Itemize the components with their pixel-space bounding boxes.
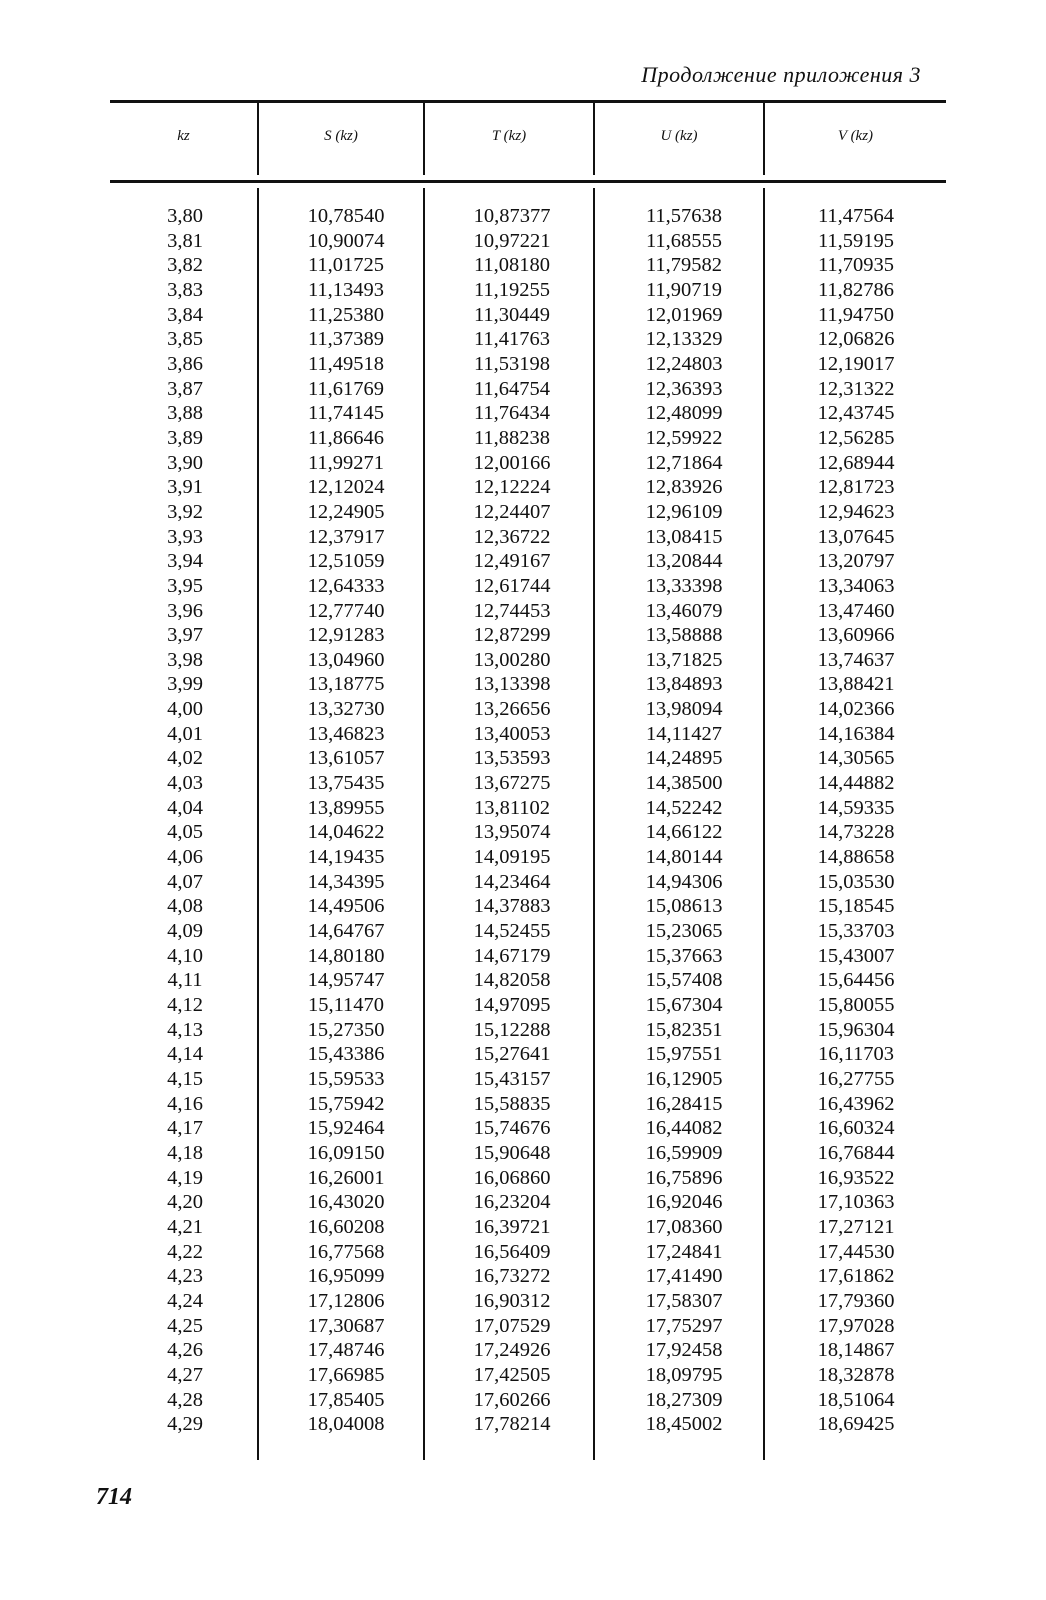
table-cell: 13,98094 [645, 698, 723, 721]
table-cell: 10,78540 [307, 205, 385, 227]
table-cell: 15,80055 [817, 994, 895, 1016]
table-cell: 4,25 [167, 1314, 203, 1337]
table-cell: 17,12806 [307, 1289, 385, 1312]
table-cell: 4,27 [167, 1363, 203, 1386]
table-cell: 4,20 [167, 1191, 203, 1214]
table-cell: 11,82786 [817, 278, 895, 301]
table-cell: 11,79582 [645, 254, 723, 277]
table-cell: 13,60966 [817, 624, 895, 647]
table-cell: 13,61057 [307, 747, 385, 770]
table-cell: 13,89955 [307, 796, 385, 819]
table-cell: 14,16384 [817, 722, 895, 745]
table-cell: 16,76844 [817, 1141, 895, 1164]
table-cell: 14,30565 [817, 747, 895, 770]
table-cell: 12,71864 [645, 451, 723, 474]
table-cell: 14,59335 [817, 796, 895, 819]
table-cell: 11,53198 [473, 352, 551, 375]
table-cell: 18,09795 [645, 1363, 723, 1386]
table-cell: 4,07 [167, 870, 203, 893]
table-cell: 18,32878 [817, 1363, 895, 1386]
table-cell: 3,95 [167, 574, 203, 597]
table-cell: 15,92464 [307, 1117, 385, 1140]
table-cell: 16,56409 [473, 1240, 551, 1263]
table-cell: 14,37883 [473, 895, 551, 918]
table-cell: 14,11427 [645, 722, 723, 745]
table-cell: 16,95099 [307, 1265, 385, 1288]
table-cell: 15,37663 [645, 944, 723, 967]
table-cell: 4,08 [167, 895, 203, 918]
table-cell: 18,51064 [817, 1388, 895, 1411]
table-cell: 17,85405 [307, 1388, 385, 1411]
table-cell: 12,61744 [473, 574, 551, 597]
table-cell: 14,02366 [817, 698, 895, 721]
table-cell: 11,57638 [645, 205, 723, 227]
table-cell: 16,23204 [473, 1191, 551, 1214]
table-cell: 14,66122 [645, 821, 723, 844]
table-cell: 12,56285 [817, 426, 895, 449]
table-cell: 16,11703 [817, 1043, 895, 1066]
table-cell: 4,14 [167, 1043, 203, 1066]
table-cell: 17,60266 [473, 1388, 551, 1411]
table-cell: 12,31322 [817, 377, 895, 400]
table-cell: 14,64767 [307, 920, 385, 943]
table-cell: 3,82 [167, 254, 203, 277]
table-cell: 4,16 [167, 1092, 203, 1115]
table-cell: 13,81102 [473, 796, 551, 819]
table-cell: 15,74676 [473, 1117, 551, 1140]
table-cell: 11,08180 [473, 254, 551, 277]
table-cell: 11,86646 [307, 426, 385, 449]
table-cell: 16,59909 [645, 1141, 723, 1164]
table-cell: 12,51059 [307, 550, 385, 573]
table-cell: 3,83 [167, 278, 203, 301]
header-s: S (kz) [324, 128, 358, 144]
table-cell: 4,10 [167, 944, 203, 967]
table-cell: 14,09195 [473, 846, 551, 869]
table-cell: 4,06 [167, 846, 203, 869]
table-cell: 12,01969 [645, 303, 723, 326]
table-cell: 15,82351 [645, 1018, 723, 1041]
table-cell: 12,37917 [307, 525, 385, 548]
table-cell: 17,61862 [817, 1265, 895, 1288]
table-cell: 13,26656 [473, 698, 551, 721]
table-cell: 15,23065 [645, 920, 723, 943]
table-header-rule [110, 180, 946, 183]
table-cell: 3,80 [167, 205, 203, 227]
table-cell: 13,53593 [473, 747, 551, 770]
table-cell: 15,57408 [645, 969, 723, 992]
table-cell: 15,33703 [817, 920, 895, 943]
table-cell: 11,61769 [307, 377, 385, 400]
table-cell: 16,28415 [645, 1092, 723, 1115]
table-cell: 13,20844 [645, 550, 723, 573]
table-cell: 12,19017 [817, 352, 895, 375]
table-cell: 10,97221 [473, 229, 551, 252]
table-cell: 13,47460 [817, 599, 895, 622]
table-cell: 16,26001 [307, 1166, 385, 1189]
table-cell: 15,43386 [307, 1043, 385, 1066]
table-cell: 13,13398 [473, 673, 551, 696]
table-cell: 11,68555 [645, 229, 723, 252]
table-cell: 14,24895 [645, 747, 723, 770]
table-cell: 13,32730 [307, 698, 385, 721]
data-table [110, 100, 946, 1500]
table-cell: 14,80144 [645, 846, 723, 869]
table-cell: 11,59195 [817, 229, 895, 252]
table-cell: 4,21 [167, 1215, 203, 1238]
table-cell: 16,44082 [645, 1117, 723, 1140]
table-cell: 16,43962 [817, 1092, 895, 1115]
table-cell: 15,59533 [307, 1067, 385, 1090]
table-cell: 17,44530 [817, 1240, 895, 1263]
page-caption: Продолжение приложения 3 [641, 62, 921, 87]
table-cell: 15,11470 [307, 994, 385, 1016]
table-cell: 14,52455 [473, 920, 551, 943]
table-cell: 4,02 [167, 747, 203, 770]
table-cell: 17,79360 [817, 1289, 895, 1312]
table-cell: 13,18775 [307, 673, 385, 696]
table-cell: 18,04008 [307, 1413, 385, 1436]
table-cell: 16,12905 [645, 1067, 723, 1090]
table-cell: 12,48099 [645, 402, 723, 425]
table-cell: 3,84 [167, 303, 203, 326]
table-cell: 4,09 [167, 920, 203, 943]
table-cell: 4,04 [167, 796, 203, 819]
table-cell: 4,03 [167, 772, 203, 795]
table-cell: 4,00 [167, 698, 203, 721]
table-cell: 4,05 [167, 821, 203, 844]
table-cell: 3,94 [167, 550, 203, 573]
table-cell: 4,13 [167, 1018, 203, 1041]
header-kz: kz [177, 128, 190, 144]
column-t [452, 204, 572, 1437]
table-cell: 4,24 [167, 1289, 203, 1312]
table-cell: 12,13329 [645, 328, 723, 351]
table-cell: 14,67179 [473, 944, 551, 967]
table-cell: 12,36722 [473, 525, 551, 548]
column-divider [423, 188, 425, 1460]
table-cell: 15,43007 [817, 944, 895, 967]
table-cell: 3,92 [167, 500, 203, 523]
table-cell: 17,78214 [473, 1413, 551, 1436]
table-cell: 16,93522 [817, 1166, 895, 1189]
table-cell: 12,24407 [473, 500, 551, 523]
table-cell: 13,95074 [473, 821, 551, 844]
column-s [286, 204, 406, 1437]
table-cell: 18,69425 [817, 1413, 895, 1436]
table-cell: 14,95747 [307, 969, 385, 992]
table-cell: 17,97028 [817, 1314, 895, 1337]
table-cell: 14,44882 [817, 772, 895, 795]
table-cell: 4,12 [167, 994, 203, 1016]
table-cell: 15,03530 [817, 870, 895, 893]
column-divider [763, 188, 765, 1460]
header-t: T (kz) [491, 128, 527, 144]
table-cell: 16,27755 [817, 1067, 895, 1090]
table-cell: 14,88658 [817, 846, 895, 869]
table-cell: 13,07645 [817, 525, 895, 548]
table-cell: 12,49167 [473, 550, 551, 573]
table-cell: 13,33398 [645, 574, 723, 597]
table-cell: 12,64333 [307, 574, 385, 597]
table-cell: 15,64456 [817, 969, 895, 992]
table-cell: 18,14867 [817, 1339, 895, 1362]
table-cell: 11,25380 [307, 303, 385, 326]
column-kz [140, 204, 230, 1437]
table-cell: 13,58888 [645, 624, 723, 647]
table-cell: 3,97 [167, 624, 203, 647]
table-cell: 11,37389 [307, 328, 385, 351]
table-cell: 12,43745 [817, 402, 895, 425]
table-cell: 11,74145 [307, 402, 385, 425]
table-cell: 4,19 [167, 1166, 203, 1189]
table-cell: 12,59922 [645, 426, 723, 449]
table-cell: 16,60208 [307, 1215, 385, 1238]
table-cell: 13,00280 [473, 648, 551, 671]
table-cell: 11,99271 [307, 451, 385, 474]
table-cell: 17,48746 [307, 1339, 385, 1362]
table-cell: 14,19435 [307, 846, 385, 869]
table-cell: 11,13493 [307, 278, 385, 301]
header-u: U (kz) [660, 128, 698, 144]
table-cell: 15,43157 [473, 1067, 551, 1090]
header-v: V (kz) [837, 128, 874, 144]
table-cell: 17,66985 [307, 1363, 385, 1386]
table-cell: 12,94623 [817, 500, 895, 523]
table-cell: 10,87377 [473, 205, 551, 227]
table-cell: 16,77568 [307, 1240, 385, 1263]
table-cell: 3,87 [167, 377, 203, 400]
page-number: 714 [96, 1484, 132, 1510]
table-cell: 3,89 [167, 426, 203, 449]
table-cell: 3,91 [167, 476, 203, 499]
table-cell: 3,85 [167, 328, 203, 351]
table-cell: 16,39721 [473, 1215, 551, 1238]
table-cell: 12,81723 [817, 476, 895, 499]
table-cell: 4,01 [167, 722, 203, 745]
table-cell: 16,09150 [307, 1141, 385, 1164]
table-cell: 14,80180 [307, 944, 385, 967]
table-cell: 14,52242 [645, 796, 723, 819]
table-cell: 3,93 [167, 525, 203, 548]
table-top-rule [110, 100, 946, 103]
table-cell: 17,75297 [645, 1314, 723, 1337]
table-cell: 13,74637 [817, 648, 895, 671]
table-cell: 3,81 [167, 229, 203, 252]
table-cell: 12,12224 [473, 476, 551, 499]
table-cell: 15,97551 [645, 1043, 723, 1066]
table-cell: 15,12288 [473, 1018, 551, 1041]
table-cell: 17,58307 [645, 1289, 723, 1312]
table-cell: 4,15 [167, 1067, 203, 1090]
table-cell: 15,96304 [817, 1018, 895, 1041]
table-cell: 15,08613 [645, 895, 723, 918]
table-cell: 12,68944 [817, 451, 895, 474]
table-cell: 18,27309 [645, 1388, 723, 1411]
table-cell: 13,75435 [307, 772, 385, 795]
table-cell: 11,30449 [473, 303, 551, 326]
table-cell: 14,49506 [307, 895, 385, 918]
table-cell: 11,90719 [645, 278, 723, 301]
table-cell: 12,24803 [645, 352, 723, 375]
table-cell: 11,49518 [307, 352, 385, 375]
table-cell: 15,90648 [473, 1141, 551, 1164]
table-cell: 14,97095 [473, 994, 551, 1016]
table-cell: 16,92046 [645, 1191, 723, 1214]
table-cell: 15,18545 [817, 895, 895, 918]
table-cell: 14,34395 [307, 870, 385, 893]
table-cell: 4,17 [167, 1117, 203, 1140]
table-cell: 13,04960 [307, 648, 385, 671]
column-u [624, 204, 744, 1437]
table-cell: 11,94750 [817, 303, 895, 326]
table-cell: 18,45002 [645, 1413, 723, 1436]
table-cell: 12,12024 [307, 476, 385, 499]
table-cell: 3,98 [167, 648, 203, 671]
table-cell: 16,73272 [473, 1265, 551, 1288]
table-cell: 14,38500 [645, 772, 723, 795]
table-cell: 14,82058 [473, 969, 551, 992]
table-cell: 13,46079 [645, 599, 723, 622]
table-cell: 4,22 [167, 1240, 203, 1263]
table-cell: 14,94306 [645, 870, 723, 893]
table-cell: 12,91283 [307, 624, 385, 647]
table-cell: 16,60324 [817, 1117, 895, 1140]
table-cell: 17,92458 [645, 1339, 723, 1362]
table-cell: 13,34063 [817, 574, 895, 597]
table-cell: 15,58835 [473, 1092, 551, 1115]
table-cell: 14,73228 [817, 821, 895, 844]
table-cell: 13,46823 [307, 722, 385, 745]
table-cell: 11,01725 [307, 254, 385, 277]
table-cell: 11,88238 [473, 426, 551, 449]
table-cell: 13,67275 [473, 772, 551, 795]
table-cell: 13,08415 [645, 525, 723, 548]
table-cell: 13,88421 [817, 673, 895, 696]
table-cell: 16,06860 [473, 1166, 551, 1189]
table-cell: 13,84893 [645, 673, 723, 696]
table-cell: 12,00166 [473, 451, 551, 474]
table-cell: 11,64754 [473, 377, 551, 400]
table-cell: 17,10363 [817, 1191, 895, 1214]
table-cell: 13,71825 [645, 648, 723, 671]
table-cell: 13,40053 [473, 722, 551, 745]
table-cell: 11,19255 [473, 278, 551, 301]
table-cell: 14,23464 [473, 870, 551, 893]
table-cell: 14,04622 [307, 821, 385, 844]
column-v [796, 204, 916, 1437]
table-cell: 3,96 [167, 599, 203, 622]
table-cell: 17,24841 [645, 1240, 723, 1263]
table-cell: 3,86 [167, 352, 203, 375]
table-cell: 15,75942 [307, 1092, 385, 1115]
table-cell: 11,70935 [817, 254, 895, 277]
table-cell: 17,41490 [645, 1265, 723, 1288]
table-cell: 16,75896 [645, 1166, 723, 1189]
table-cell: 4,29 [167, 1413, 203, 1436]
table-cell: 11,41763 [473, 328, 551, 351]
table-cell: 12,83926 [645, 476, 723, 499]
table-cell: 4,28 [167, 1388, 203, 1411]
table-cell: 4,26 [167, 1339, 203, 1362]
table-cell: 15,27350 [307, 1018, 385, 1041]
table-cell: 17,27121 [817, 1215, 895, 1238]
table-cell: 11,76434 [473, 402, 551, 425]
table-cell: 4,18 [167, 1141, 203, 1164]
table-cell: 3,90 [167, 451, 203, 474]
table-cell: 15,27641 [473, 1043, 551, 1066]
table-cell: 11,47564 [817, 205, 895, 227]
table-cell: 17,08360 [645, 1215, 723, 1238]
table-cell: 4,11 [167, 969, 203, 992]
table-cell: 12,77740 [307, 599, 385, 622]
table-cell: 12,24905 [307, 500, 385, 523]
column-divider [257, 188, 259, 1460]
table-cell: 13,20797 [817, 550, 895, 573]
table-cell: 10,90074 [307, 229, 385, 252]
table-cell: 12,87299 [473, 624, 551, 647]
table-cell: 17,24926 [473, 1339, 551, 1362]
table-cell: 4,23 [167, 1265, 203, 1288]
table-cell: 3,99 [167, 673, 203, 696]
table-cell: 15,67304 [645, 994, 723, 1016]
table-cell: 12,96109 [645, 500, 723, 523]
table-cell: 12,74453 [473, 599, 551, 622]
table-cell: 3,88 [167, 402, 203, 425]
table-cell: 16,43020 [307, 1191, 385, 1214]
column-divider [593, 188, 595, 1460]
table-cell: 17,42505 [473, 1363, 551, 1386]
table-cell: 12,36393 [645, 377, 723, 400]
table-cell: 12,06826 [817, 328, 895, 351]
table-cell: 17,30687 [307, 1314, 385, 1337]
table-cell: 17,07529 [473, 1314, 551, 1337]
table-cell: 16,90312 [473, 1289, 551, 1312]
